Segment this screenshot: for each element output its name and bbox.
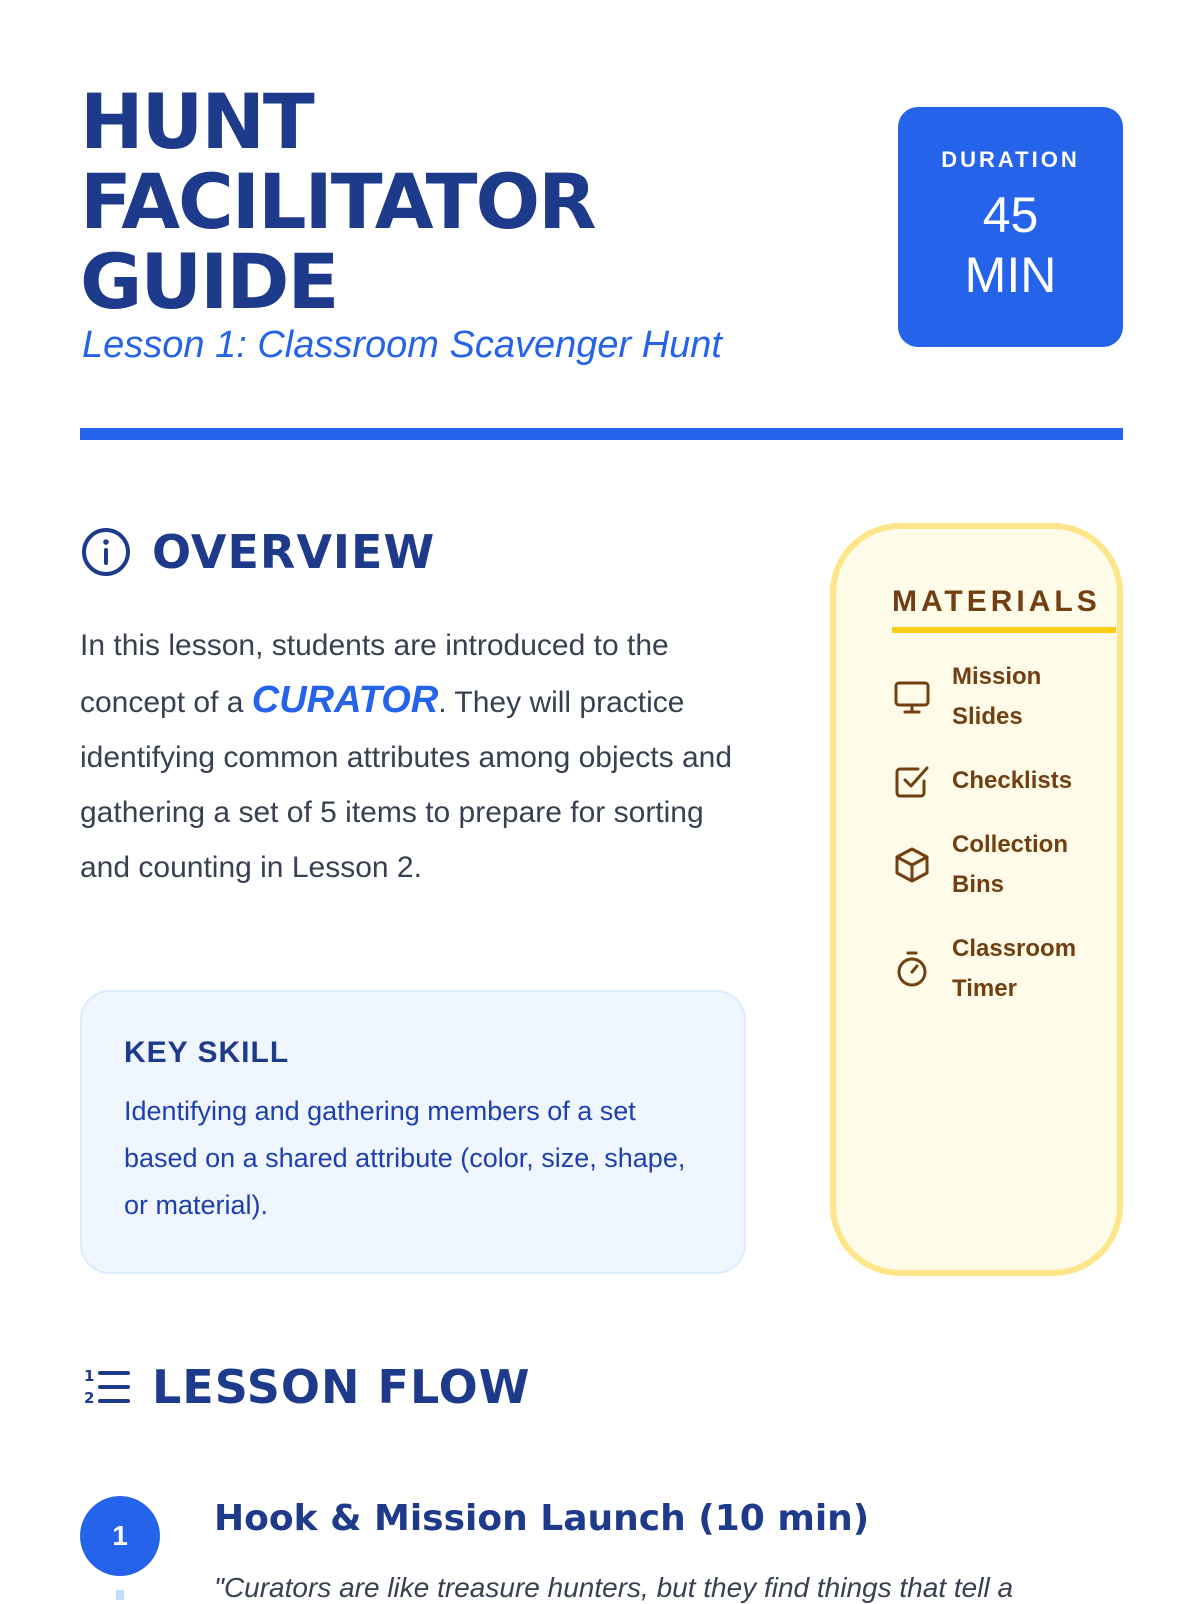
step-number-badge: 1 [80, 1496, 160, 1576]
step-title: Hook & Mission Launch (10 min) [214, 1498, 870, 1539]
svg-text:1: 1 [84, 1367, 95, 1385]
duration-unit: MIN [964, 247, 1057, 303]
page-title: HUNT FACILITATOR GUIDE [80, 77, 595, 326]
material-item [892, 761, 1117, 801]
lesson-flow-header [80, 1360, 530, 1414]
material-item [892, 929, 1117, 1009]
duration-number: 45 [982, 187, 1039, 243]
material-label: Mission Slides [952, 663, 1042, 730]
header-divider [80, 428, 1123, 440]
step-connector [116, 1590, 124, 1600]
step-quote: "Curators are like treasure hunters, but they find things that tell a [214, 1572, 1014, 1603]
duration-badge [898, 107, 1123, 347]
material-item [892, 825, 1117, 905]
key-skill-text: Identifying and gathering members of a set based on a shared attribute (color, size, shape, or material). [124, 1096, 686, 1220]
materials-heading: MATERIALS [892, 585, 1116, 633]
material-item [892, 657, 1117, 737]
overview-text [80, 618, 760, 895]
lesson-subtitle: Lesson 1: Classroom Scavenger Hunt [82, 324, 722, 366]
numbered-list-icon [80, 1361, 132, 1413]
monitor-icon [892, 677, 932, 717]
material-label: Checklists [952, 767, 1073, 794]
material-label: Collection Bins [952, 831, 1069, 898]
stopwatch-icon [892, 949, 932, 989]
duration-label: DURATION [941, 147, 1080, 172]
materials-card [830, 523, 1123, 1276]
curator-highlight: CURATOR [251, 679, 439, 721]
checkbox-icon [892, 761, 932, 801]
key-skill-heading: KEY SKILL [124, 1036, 290, 1069]
box-icon [892, 845, 932, 885]
lesson-flow-heading: LESSON FLOW [152, 1360, 531, 1414]
overview-heading: OVERVIEW [152, 525, 436, 579]
overview-text-after: . They will practice identifying common attributes among objects and gathering a set of 5 items to prepare for sorting and counting in Lesson 2. [80, 686, 733, 884]
overview-header [80, 525, 435, 579]
duration-value [898, 185, 1123, 305]
svg-text:2: 2 [84, 1389, 95, 1407]
material-label: Classroom Timer [952, 935, 1077, 1002]
overview-text-before: In this lesson, students are introduced to the concept of a [80, 629, 669, 719]
info-icon [80, 526, 132, 578]
key-skill-card [80, 990, 746, 1274]
